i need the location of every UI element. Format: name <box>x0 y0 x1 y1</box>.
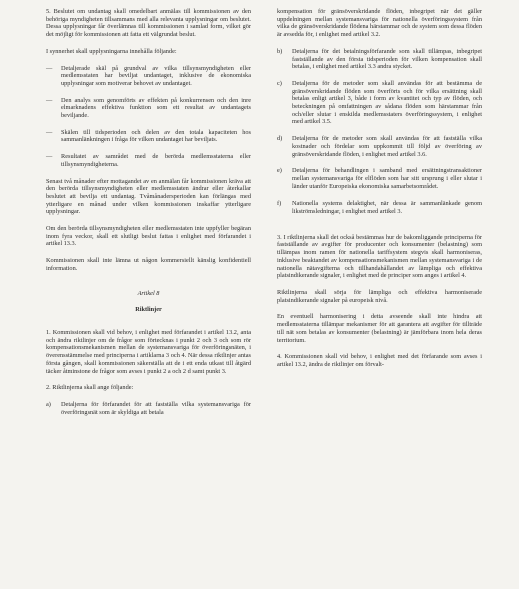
article-number: Artikel 8 <box>137 289 160 297</box>
list-marker: e) <box>277 167 282 175</box>
list-marker: d) <box>277 135 283 143</box>
paragraph: En eventuell harmonisering i detta avseende skall inte hindra att medlemsstaterna tillämpar mekanismer för att garantera att avgifter för tillträde till nät som betalas av konsumenter (belastning) är jämförbara inom hela deras territorium. <box>277 313 482 344</box>
list-item <box>277 200 482 215</box>
paragraph: Om den berörda tillsynsmyndigheten eller medlemsstaten inte uppfyller begäran inom fyra veckor, skall ett slutligt beslut fattas i enlighet med förfarandet i artikel 13.3. <box>46 225 251 248</box>
right-column <box>277 8 482 378</box>
left-column <box>46 8 251 425</box>
paragraph: 4. Kommissionen skall vid behov, i enlighet med det förfarande som avses i artikel 13.2, ändra de riktlinjer om förvalt- <box>277 353 482 368</box>
list-item <box>46 129 251 144</box>
list-item-text: Detaljerna för behandlingen i samband med ersättningstransaktioner mellan systemansvariga för elflöden som har sitt ursprung i eller slutar i länder utanför Europeiska ekonomiska samarbetsområdet. <box>292 167 482 190</box>
paragraph: I synnerhet skall upplysningarna innehålla följande: <box>46 47 177 55</box>
list-marker: b) <box>277 47 283 55</box>
list-item <box>46 401 251 416</box>
list-item <box>277 80 482 126</box>
list-item <box>277 167 482 190</box>
list-item <box>46 153 251 168</box>
list-marker: — <box>46 128 53 136</box>
paragraph: 1. Kommissionen skall vid behov, i enlighet med förfarandet i artikel 13.2, anta och ändra riktlinjer om de frågor som förtecknas i punkt 2 och 3 och som rör kompensationsmekanismen mellan de systemansvariga för överföringsnäten, i överensstämmelse med principerna i artiklarna 3 och 4. När dessa riktlinjer antas första gången, skall kommissionen säkerställa att de i ett enda utkast till åtgärd täcker åtminstone de frågor som avses i punkt 2 a och 2 d samt punkt 3. <box>46 328 251 375</box>
article-title: Riktlinjer <box>135 306 162 314</box>
list-item-text: Resultatet av samrådet med de berörda medlemsstaterna eller tillsynsmyndigheterna. <box>61 153 251 168</box>
list-item-text: Detaljerna för förfarandet för att fastställa vilka systemansvariga för överföringsnät som är skyldiga att betala <box>61 400 251 416</box>
paragraph: Senast två månader efter mottagandet av en anmälan får kommissionen kräva att den berörda tillsynsmyndigheten eller medlemsstaten ändrar eller återkallar beslutet att bevilja ett undantag. Tvåmånadersperioden kan förlängas med ytterligare en månad under vilken kommissionen inskaffar ytterligare upplysningar. <box>46 177 251 216</box>
list-marker: f) <box>277 200 282 208</box>
list-marker: c) <box>277 79 282 87</box>
list-item-text: Detaljerna för de metoder som skall användas för att bestämma de gränsöverskridande flöden som överförts och för vilka ersättning skall betalas enligt artikel 3, både i form av kvantitet och typ av flöden, och beteckningen på omfattningen av sådana flöden som härstammar från och/eller slutar i enskilda medlemsstaters överföringssystem, i enlighet med artikel 3.5. <box>292 79 482 126</box>
list-marker: — <box>46 96 53 104</box>
paragraph: 5. Beslutet om undantag skall omedelbart anmälas till kommissionen av den behöriga myndigheten tillsammans med alla relevanta upplysningar om beslutet. Dessa upplysningar får överlämnas till kommissionen i samlad form, vilket gör det möjligt för kommissionen att fatta ett välgrundat beslut. <box>46 8 251 39</box>
paragraph: 3. I riktlinjerna skall det också bestämmas hur de bakomliggande principerna för fastställande av avgifter för producenter och konsumenter (belastning) som tillämpas inom ramen för nationella tariffsystem stegvis skall harmoniseras, inklusive beaktandet av kompensationsmekanismen mellan systemansvariga i de nationella nätavgifterna och tillhandahållandet av lämpliga och effektiva platsindikerande signaler, i enlighet med de principer som anges i artikel 4. <box>277 233 482 280</box>
list-item-text: Detaljerade skäl på grundval av vilka tillsynsmyndigheten eller medlemsstaten har beviljat undantaget, inklusive de ekonomiska upplysningar som motiverar behovet av undantaget. <box>61 64 251 87</box>
list-item <box>46 65 251 88</box>
list-marker: a) <box>46 400 51 408</box>
list-marker: — <box>46 64 53 72</box>
list-item <box>46 97 251 120</box>
list-item-text: Den analys som genomförts av effekten på konkurrensen och den inre elmarknadens effektiva funktion som ett resultat av undantagets beviljande. <box>61 96 251 120</box>
list-item-text: Skälen till tidsperioden och delen av den totala kapaciteten hos sammanlänkningen i fråga för vilken undantaget har beviljats. <box>61 128 251 144</box>
list-item-text: Detaljerna för de metoder som skall användas för att fastställa vilka kostnader och fördelar som uppkommit till följd av överföring av gränsöverskridande flöden, i enlighet med artikel 3.6. <box>292 135 482 158</box>
paragraph: kompensation för gränsöverskridande flöden, inbegripet när det gäller uppdelningen mellan systemansvariga för nationella överföringssystem från vilka de gränsöverskridande flödena härstammar och de system som dessa flöden är avsedda för, i enlighet med artikel 3.2. <box>277 8 482 39</box>
list-item-text: Detaljerna för det betalningsförfarande som skall tillämpas, inbegripet fastställande av den första tidsperioden för vilken kompensation skall betalas, i enlighet med artikel 3.3 andra stycket. <box>292 47 482 71</box>
paragraph: 2. Riktlinjerna skall ange följande: <box>46 384 134 392</box>
paragraph: Riktlinjerna skall sörja för lämpliga och effektiva harmoniserade platsindikerande signaler på europeisk nivå. <box>277 288 482 304</box>
list-item <box>277 135 482 158</box>
paragraph: Kommissionen skall inte lämna ut någon kommersiellt känslig konfidentiell information. <box>46 257 251 272</box>
list-marker: — <box>46 153 53 161</box>
list-item-text: Nationella systems delaktighet, när dessa är sammanlänkade genom likströmsledningar, i enlighet med artikel 3. <box>292 200 482 216</box>
list-item <box>277 48 482 71</box>
